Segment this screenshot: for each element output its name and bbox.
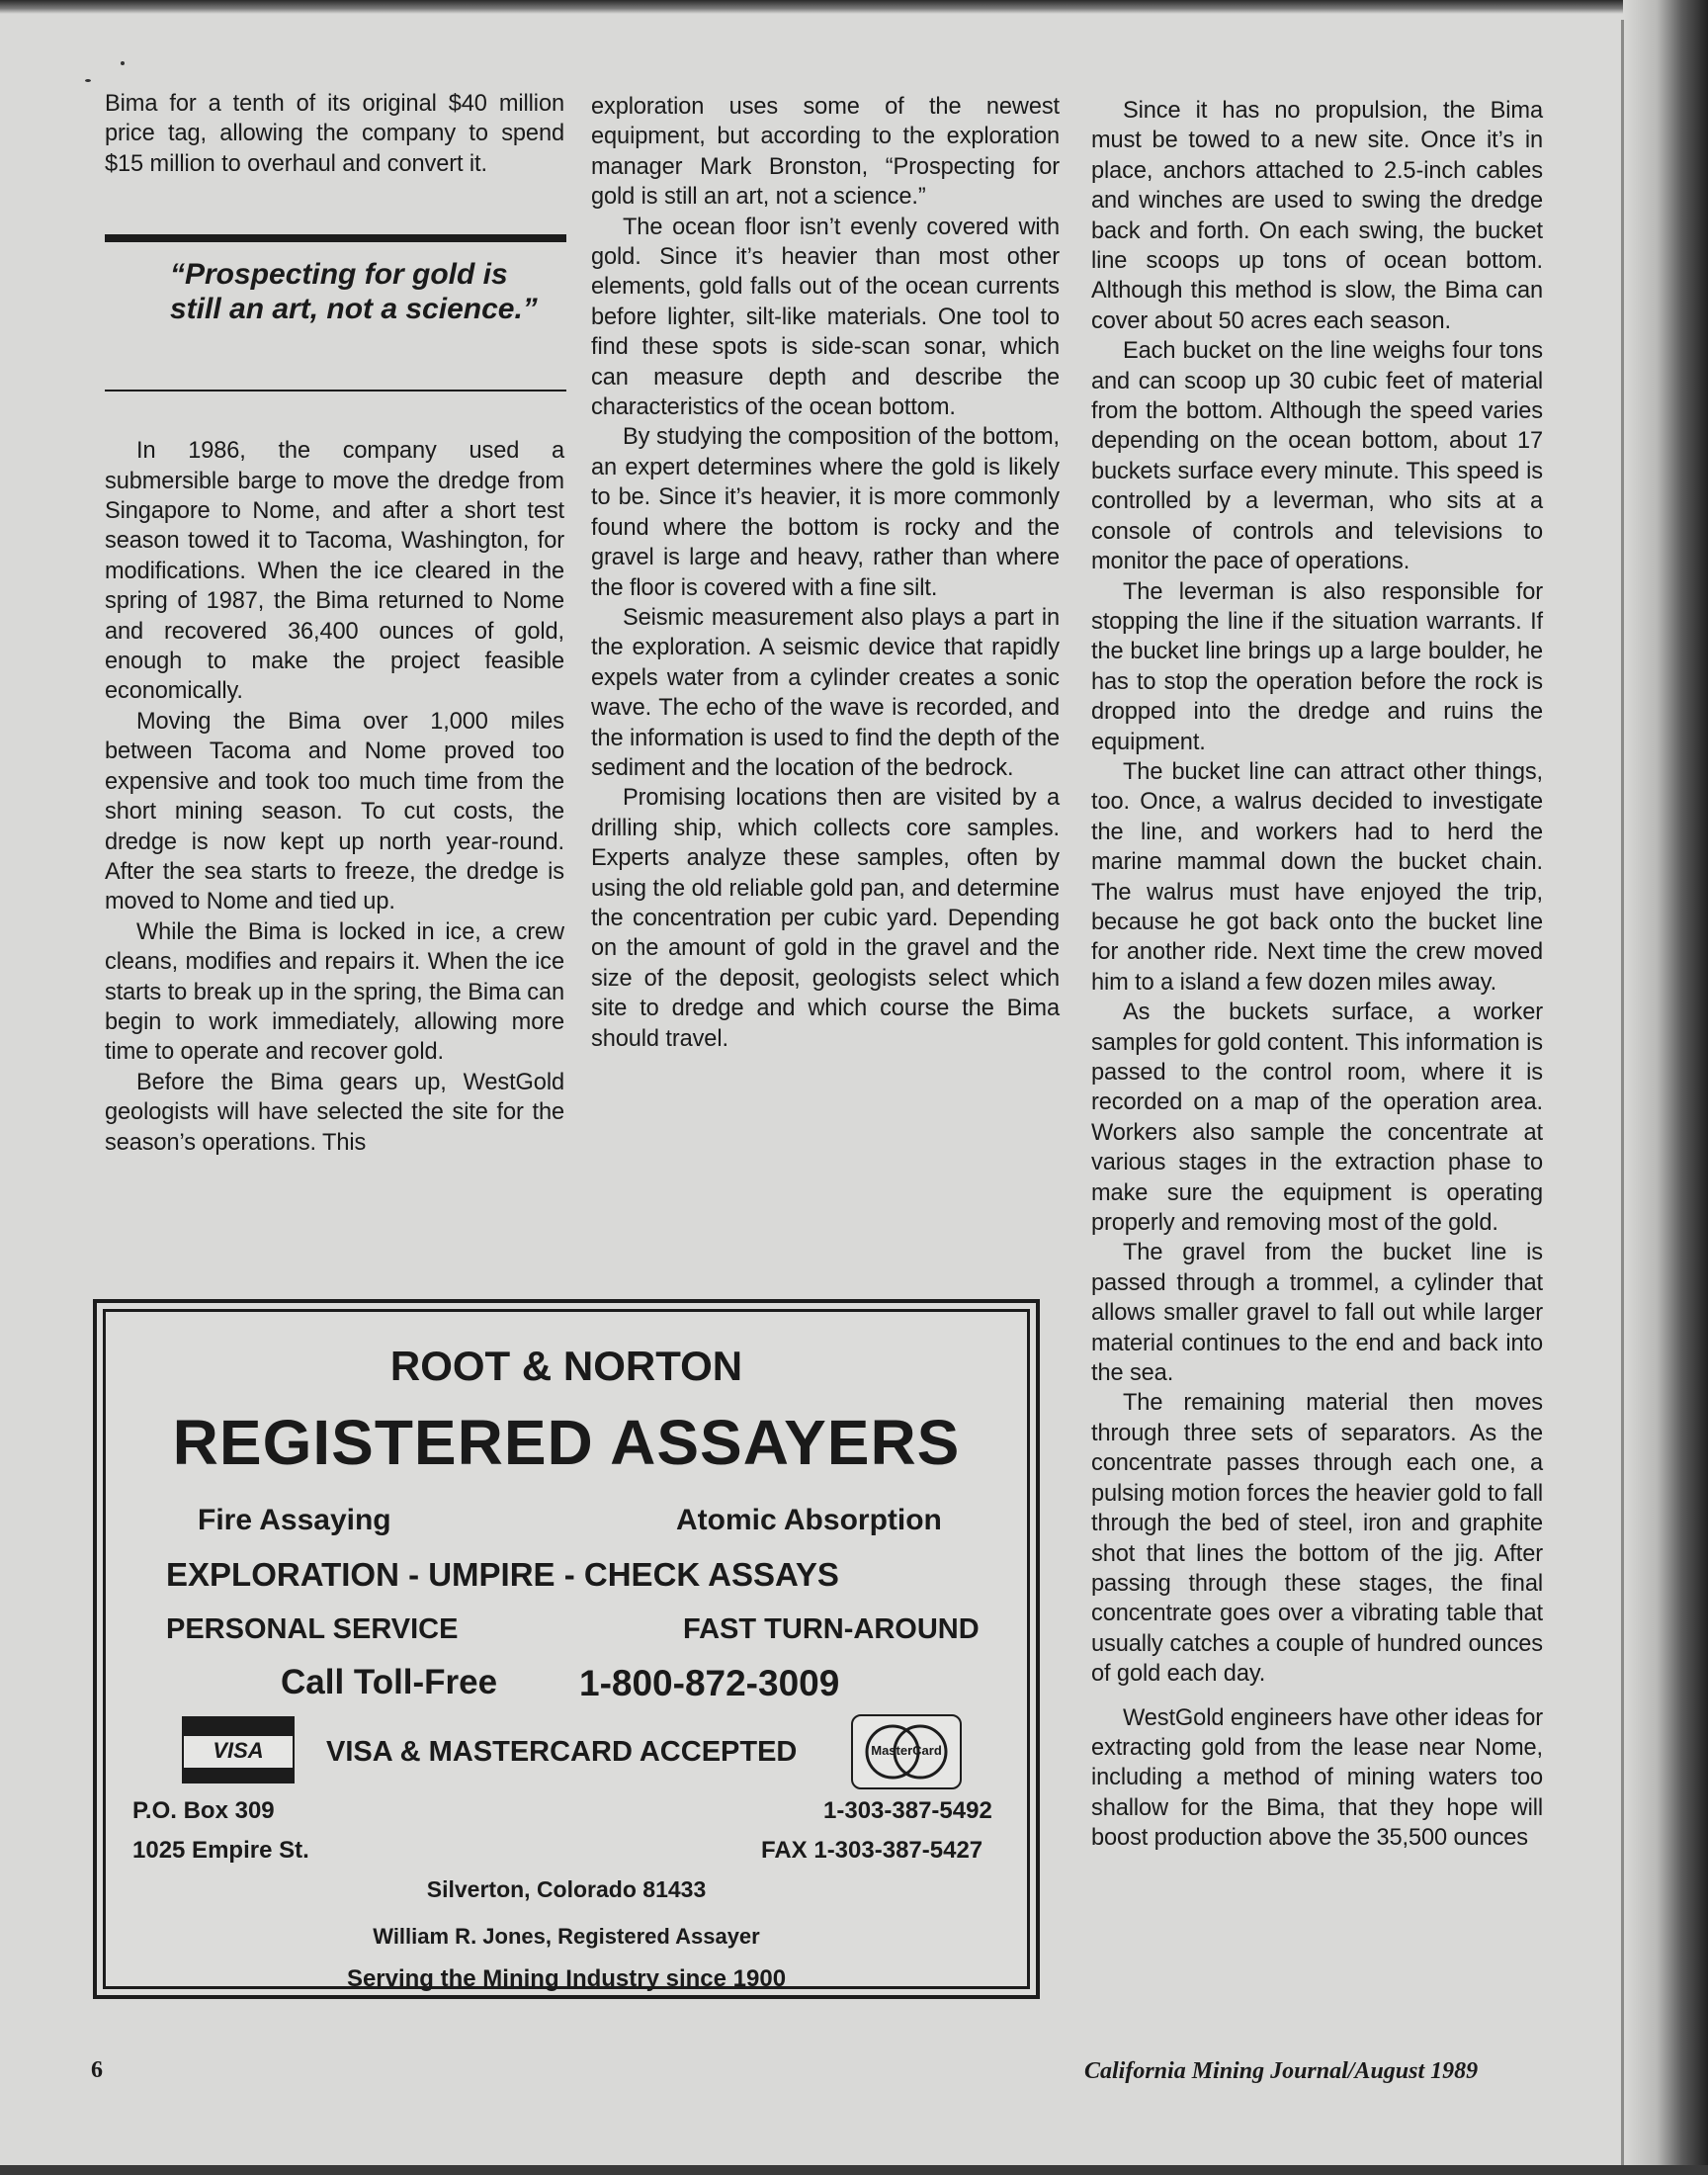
- article-column-1: [105, 89, 564, 1158]
- visa-band-top: [184, 1718, 293, 1736]
- mastercard-logo-text: MasterCard: [871, 1743, 942, 1758]
- pullquote-rule-bottom: [105, 390, 566, 392]
- paragraph: The leverman is also responsible for stopping the line if the situation warrants. If the bucket line brings up a large boulder, he has to stop the operation before the rock is dropped into the dredge and ruins the equipment.: [1091, 578, 1543, 755]
- page-bottom-edge: [0, 2165, 1708, 2175]
- page-right-edge: [1623, 0, 1708, 2175]
- ad-personal-service: PERSONAL SERVICE: [166, 1613, 459, 1645]
- article-column-3: [1091, 96, 1543, 1854]
- paragraph: The gravel from the bucket line is passed through a trommel, a cylinder that allows smaller gravel to fall out while larger material continues to the end and back into the sea.: [1091, 1240, 1543, 1387]
- paragraph: In 1986, the company used a submersible barge to move the dredge from Singapore to Nome, and after a short test season towed it to Tacoma, Washington, for modifications. When the ice cleared in the spring of 1987, the Bima returned to Nome and recovered 36,400 ounces of gold, enough to make the project feasible economically.: [105, 438, 564, 705]
- pull-quote: “Prospecting for gold is still an art, not a science.”: [170, 258, 538, 325]
- paragraph: Each bucket on the line weighs four tons and can scoop up 30 cubic feet of material from the bottom. Although the speed varies depending on the ocean bottom, about 17 buckets surface every minute. This speed is controlled by a leverman, who sits at a console of controls and televisions to monitor the pace of operations.: [1091, 338, 1543, 575]
- ad-street-address: 1025 Empire St.: [132, 1837, 309, 1864]
- publication-footer: California Mining Journal/August 1989: [1084, 2058, 1479, 2084]
- ad-toll-free-number: 1-800-872-3009: [579, 1663, 840, 1703]
- ad-phone: 1-303-387-5492: [823, 1797, 992, 1824]
- visa-band-bottom: [184, 1768, 293, 1782]
- paragraph: Seismic measurement also plays a part in the exploration. A seismic device that rapidly expels water from a cylinder creates a sonic wave. The echo of the wave is recorded, and the information is used to find the depth of the sediment and the location of the bedrock.: [591, 604, 1060, 781]
- paragraph: Before the Bima gears up, WestGold geologists will have selected the site for the season’s operations. This: [105, 1069, 564, 1156]
- ad-service-left: Fire Assaying: [198, 1504, 391, 1536]
- paragraph: The remaining material then moves through three sets of separators. As the concentrate passes through each one, a pulsing motion forces the heavier gold to fall through the bed of steel, iron and graphite shot that lines the bottom of the jig. After passing through these stages, the final concentrate goes over a vibrating table that usually catches a couple of hundred ounces of gold each day.: [1091, 1390, 1543, 1688]
- paragraph: By studying the composition of the bottom, an expert determines where the gold is likely to be. Since it’s heavier, it is more commonly found where the bottom is rocky and the gravel is large and heavy, rather than where the floor is covered with a fine silt.: [591, 424, 1060, 601]
- visa-logo-icon: [182, 1716, 295, 1784]
- paragraph: The ocean floor isn’t evenly covered with gold. Since it’s heavier than most other elements, gold falls out of the ocean currents before lighter, silt-like materials. One tool to find these spots is side-scan sonar, which can measure depth and describe the characteristics of the ocean bottom.: [591, 214, 1060, 421]
- ad-cards-accepted: VISA & MASTERCARD ACCEPTED: [326, 1736, 798, 1768]
- article-column-2: [591, 92, 1060, 1054]
- ad-slogan: Serving the Mining Industry since 1900: [346, 1965, 787, 1992]
- page-fold-line: [1621, 20, 1624, 2165]
- paragraph: Moving the Bima over 1,000 miles between Tacoma and Nome proved too expensive and took too much time from the short mining season. To cut costs, the dredge is now kept up north year-round. After the sea starts to freeze, the dredge is moved to Nome and tied up.: [105, 708, 564, 915]
- ad-fast-turnaround: FAST TURN-AROUND: [683, 1613, 980, 1645]
- paragraph: Promising locations then are visited by a drilling ship, which collects core samples. Experts analyze these samples, often by using the old reliable gold pan, and determine the concentration per cubic yard. Depending on the amount of gold in the gravel and the size of the deposit, geologists select which site to dredge and which course the Bima should travel.: [591, 785, 1060, 1052]
- paragraph: Since it has no propulsion, the Bima must be towed to a new site. Once it’s in place, anchors attached to 2.5-inch cables and winches are used to swing the dredge back and forth. On each swing, the bucket line scoops up tons of ocean bottom. Although this method is slow, the Bima can cover about 50 acres each season.: [1091, 98, 1543, 334]
- ad-headline: REGISTERED ASSAYERS: [172, 1407, 961, 1478]
- ad-company-name: ROOT & NORTON: [389, 1343, 743, 1389]
- paragraph: The bucket line can attract other things, too. Once, a walrus decided to investigate the line, and workers had to herd the marine mammal down the bucket chain. The walrus must have enjoyed the trip, because he got back onto the bucket line for another ride. Next time the crew moved him to a island a few dozen miles away.: [1091, 758, 1543, 996]
- paragraph: As the buckets surface, a worker samples for gold content. This information is passed to the control room, where it is recorded on a map of the operation area. Workers also sample the concentrate at various stages in the extraction phase to make sure the equipment is operating properly and removing most of the gold.: [1091, 1000, 1543, 1237]
- page-top-shadow: [0, 0, 1708, 14]
- scan-speck: [85, 79, 91, 82]
- page-number: 6: [91, 2057, 103, 2083]
- scan-speck: [121, 61, 125, 65]
- paragraph: WestGold engineers have other ideas for extracting gold from the lease near Nome, including a method of mining waters too shallow for the Bima, that they hope will boost production above the 35,500 ounces: [1091, 1704, 1543, 1852]
- paragraph: Bima for a tenth of its original $40 million price tag, allowing the company to spend $15 million to overhaul and convert it.: [105, 91, 564, 177]
- ad-po-box: P.O. Box 309: [132, 1797, 275, 1824]
- advertisement-box: [93, 1299, 1040, 1999]
- paragraph: exploration uses some of the newest equipment, but according to the exploration manager Mark Bronston, “Prospecting for gold is still an art, not a science.”: [591, 94, 1060, 211]
- ad-call-label: Call Toll-Free: [281, 1663, 498, 1701]
- ad-assayer-name: William R. Jones, Registered Assayer: [373, 1924, 760, 1949]
- visa-logo-text: VISA: [213, 1738, 264, 1763]
- ad-city: Silverton, Colorado 81433: [426, 1876, 707, 1902]
- ad-fax: FAX 1-303-387-5427: [761, 1837, 983, 1864]
- mastercard-logo-icon: [851, 1714, 962, 1789]
- ad-service-right: Atomic Absorption: [676, 1504, 942, 1536]
- paragraph: While the Bima is locked in ice, a crew cleans, modifies and repairs it. When the ice starts to break up in the spring, the Bima can begin to work immediately, allowing more time to operate and recover gold.: [105, 918, 564, 1066]
- ad-services-line: EXPLORATION - UMPIRE - CHECK ASSAYS: [166, 1556, 839, 1593]
- pullquote-rule-top: [105, 234, 566, 242]
